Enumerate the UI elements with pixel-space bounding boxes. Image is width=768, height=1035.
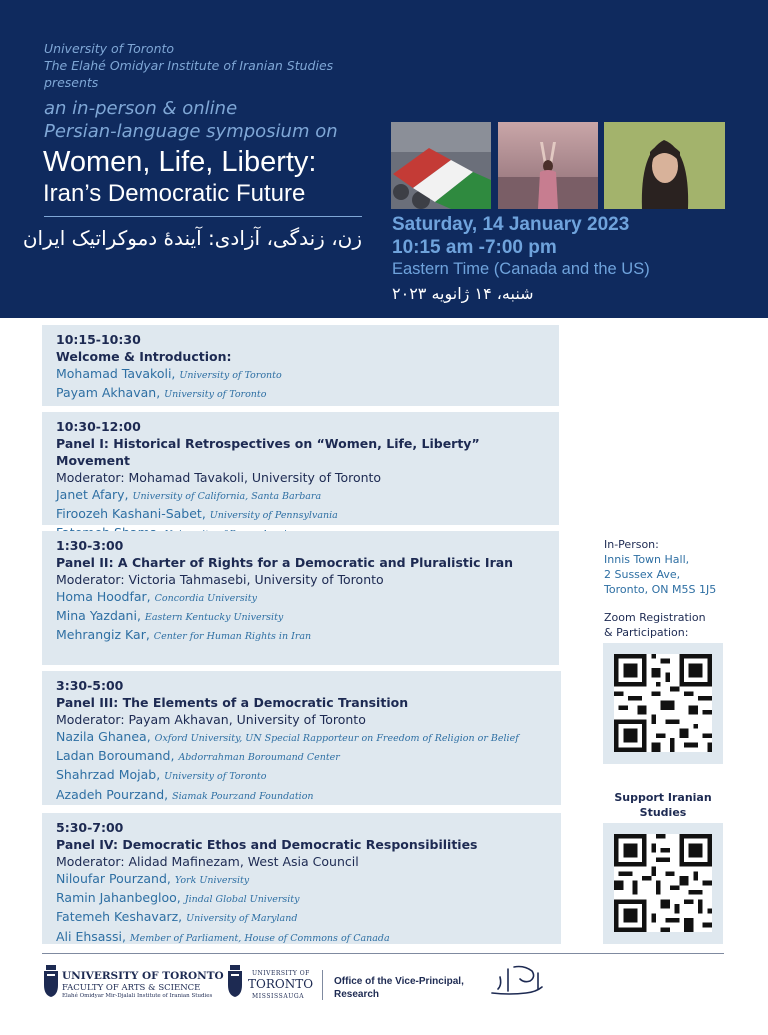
venue-line1: Innis Town Hall,: [604, 553, 690, 566]
qr-icon: [614, 654, 712, 752]
vpr-office: [334, 975, 464, 1001]
venue-block: [604, 537, 716, 597]
speaker-row: [56, 588, 547, 607]
session-time: 3:30-5:00: [56, 678, 124, 693]
speaker-row: [56, 505, 547, 524]
speaker-row: [56, 889, 549, 908]
speaker-name: Mehrangiz Kar,: [56, 627, 150, 643]
speaker-name: Homa Hoodfar,: [56, 589, 151, 604]
speaker-name: Niloufar Pourzand,: [56, 871, 171, 886]
vpr-line2: Research: [334, 989, 380, 1000]
intro-line1: an in-person & online: [44, 98, 238, 119]
venue-line2: 2 Sussex Ave,: [604, 568, 681, 581]
speaker-row: [56, 747, 549, 766]
speaker-name: Mohamad Tavakoli,: [56, 366, 176, 381]
speaker-name: Fatemeh Keshavarz,: [56, 909, 183, 925]
support-label: [603, 790, 723, 820]
title-divider: [44, 216, 362, 217]
speaker-name: Mina Yazdani,: [56, 608, 141, 624]
speaker-affiliation: University of Pennsylvania: [209, 510, 338, 522]
session-title: Panel III: The Elements of a Democratic Transition: [56, 695, 409, 710]
speaker-affiliation: Jindal Global University: [184, 894, 300, 906]
footer-divider: [42, 953, 724, 954]
vpr-line1: Office of the Vice-Principal,: [334, 976, 464, 987]
session-welcome: [42, 325, 559, 406]
utm-logo-line3: MISSISSAUGA: [252, 993, 305, 1000]
event-title-line1: Women, Life, Liberty:: [43, 146, 317, 178]
support-label-line2: Studies: [639, 806, 687, 819]
speaker-affiliation: Concordia University: [154, 593, 257, 604]
presents-text: presents: [44, 75, 99, 90]
session-panel-2: [42, 531, 559, 665]
speaker-name: Azadeh Pourzand,: [56, 786, 169, 802]
speaker-affiliation: Siamak Pourzand Foundation: [172, 790, 314, 802]
speaker-name: Janet Afary,: [56, 487, 129, 502]
photo-flag-crowd: [391, 122, 491, 209]
session-title: Welcome & Introduction:: [56, 349, 232, 364]
footer-separator: [322, 970, 323, 1000]
venue-line3: Toronto, ON M5S 1J5: [604, 583, 717, 596]
speaker-affiliation: University of California, Santa Barbara: [132, 491, 322, 502]
speaker-row: [56, 384, 547, 403]
uoft-logo-line2: FACULTY OF ARTS & SCIENCE: [62, 983, 201, 993]
session-panel-4: [42, 813, 561, 944]
zoom-label-line1: Zoom Registration: [604, 611, 706, 624]
utm-logo-line1: UNIVERSITY OF: [252, 970, 310, 977]
session-title: Panel IV: Democratic Ethos and Democratic Responsibilities: [56, 837, 478, 852]
speaker-affiliation: University of Toronto: [179, 370, 282, 381]
speaker-name: Ali Ehsassi,: [56, 928, 126, 944]
speaker-row: [56, 486, 547, 505]
speaker-row: [56, 626, 547, 645]
session-moderator: Moderator: Alidad Mafinezam, West Asia Council: [56, 854, 359, 869]
speaker-affiliation: University of Maryland: [186, 913, 298, 925]
speaker-row: [56, 928, 549, 947]
speaker-affiliation: York University: [174, 875, 250, 886]
session-time: 5:30-7:00: [56, 820, 124, 835]
speaker-name: Ladan Boroumand,: [56, 748, 175, 764]
speaker-name: Payam Akhavan,: [56, 385, 161, 401]
speaker-name: Ramin Jahanbegloo,: [56, 890, 181, 906]
speaker-name: Nazila Ghanea,: [56, 729, 151, 744]
speaker-affiliation: Center for Human Rights in Iran: [153, 631, 312, 643]
speaker-name: Shahrzad Mojab,: [56, 767, 161, 783]
speaker-row: [56, 365, 547, 384]
speaker-row: [56, 766, 549, 785]
session-moderator: Moderator: Victoria Tahmasebi, University of Toronto: [56, 572, 384, 587]
uoft-logo-line1: UNIVERSITY OF TORONTO: [62, 970, 224, 982]
speaker-affiliation: Oxford University, UN Special Rapporteur on Freedom of Religion or Belief: [154, 733, 519, 744]
session-panel-3: [42, 671, 561, 805]
speaker-row: [56, 607, 547, 626]
speaker-row: [56, 786, 549, 805]
speaker-affiliation: Eastern Kentucky University: [144, 612, 284, 624]
utm-crest-icon: [227, 963, 243, 999]
zoom-label: [604, 610, 706, 640]
speaker-affiliation: Abdorrahman Boroumand Center: [178, 752, 340, 764]
org-university: University of Toronto: [44, 41, 175, 56]
session-title: Panel II: A Charter of Rights for a Democratic and Pluralistic Iran: [56, 555, 514, 570]
event-date-persian: شنبه، ۱۴ ژانویه ۲۰۲۳: [392, 284, 534, 303]
header-banner: [0, 0, 768, 318]
event-title-persian: زن، زندگی، آزادی: آیندۀ دموکراتیک ایران: [22, 226, 362, 250]
inperson-label: In-Person:: [604, 538, 659, 551]
session-time: 1:30-3:00: [56, 538, 124, 553]
uoft-logo-line3: Elahé Omidyar Mir-Djalali Institute of Iranian Studies: [62, 993, 213, 999]
event-time: 10:15 am -7:00 pm: [392, 237, 557, 258]
speaker-row: [56, 870, 549, 889]
photo-portrait: [604, 122, 725, 209]
session-time: 10:15-10:30: [56, 332, 141, 347]
zoom-label-line2: & Participation:: [604, 626, 689, 639]
session-time: 10:30-12:00: [56, 419, 141, 434]
utm-logo-line2: TORONTO: [248, 977, 314, 991]
zoom-qr-code[interactable]: [603, 643, 723, 764]
org-institute: The Elahé Omidyar Institute of Iranian Studies: [44, 58, 334, 73]
uoft-crest-icon: [42, 963, 60, 999]
session-title: Panel I: Historical Retrospectives on “Women, Life, Liberty” Movement: [56, 436, 480, 468]
speaker-affiliation: University of Toronto: [164, 389, 267, 401]
event-date: Saturday, 14 January 2023: [392, 214, 630, 235]
support-label-line1: Support Iranian: [614, 791, 712, 804]
speaker-row: [56, 728, 549, 747]
session-moderator: Moderator: Payam Akhavan, University of Toronto: [56, 712, 366, 727]
speaker-affiliation: Member of Parliament, House of Commons of Canada: [129, 932, 390, 944]
support-qr-code[interactable]: [603, 823, 723, 944]
photo-woman-arms-raised: [498, 122, 598, 209]
speaker-affiliation: University of Toronto: [164, 771, 267, 783]
session-panel-1: [42, 412, 559, 525]
event-title-line2: Iran’s Democratic Future: [43, 180, 306, 207]
speaker-row: [56, 908, 549, 927]
event-timezone: Eastern Time (Canada and the US): [392, 260, 650, 278]
iranian-studies-logo-icon: [490, 963, 548, 999]
qr-icon: [614, 834, 712, 932]
speaker-name: Firoozeh Kashani-Sabet,: [56, 506, 206, 522]
session-moderator: Moderator: Mohamad Tavakoli, University of Toronto: [56, 470, 382, 485]
intro-line2: Persian-language symposium on: [44, 121, 338, 142]
